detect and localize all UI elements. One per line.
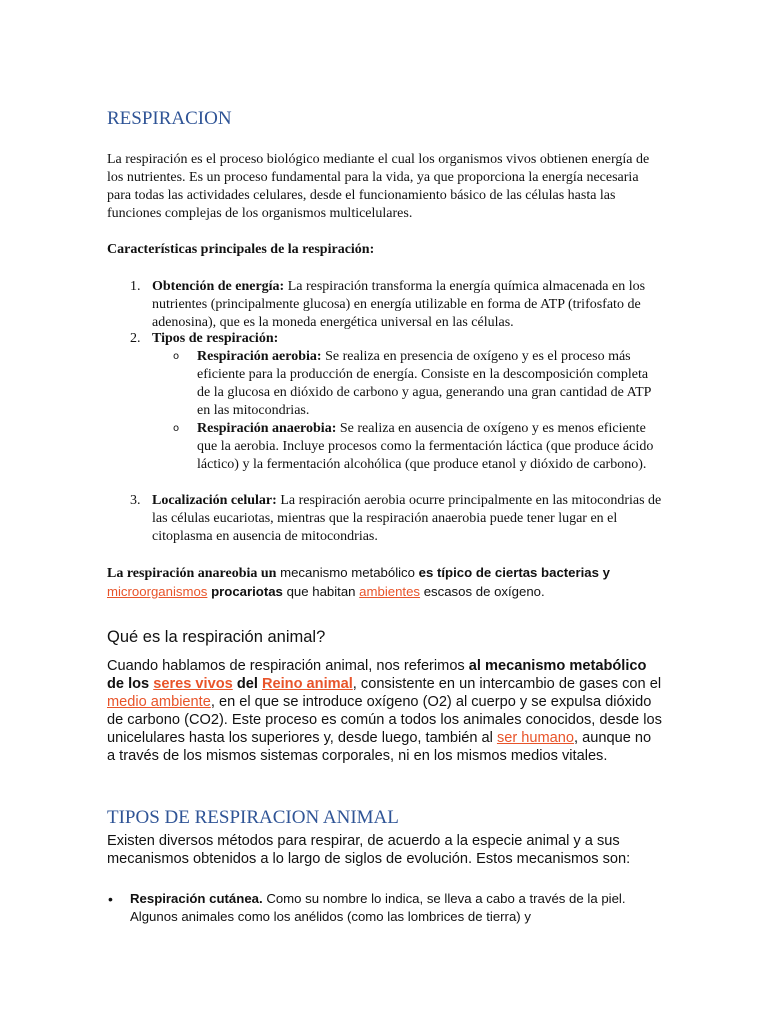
animal-respiration-heading: Qué es la respiración animal? bbox=[107, 628, 326, 646]
sublist-item-text: Se realiza en ausencia de oxígeno y es menos eficiente que la aerobia. Incluye procesos como la fermentación láctica (que produce ácido láctico) y la fermentación alcohólica (que produce etanol y dióxido de carbono). bbox=[197, 421, 654, 472]
page-title: RESPIRACION bbox=[107, 108, 232, 129]
sublist-item-text: Se realiza en presencia de oxígeno y es el proceso más eficiente para la producción de energía. Consiste en la descomposición completa de la glucosa en dióxido de carbono y agua, generando una gran cantidad de ATP en las mitocondrias. bbox=[197, 349, 651, 418]
ambientes-link[interactable]: ambientes bbox=[359, 584, 421, 599]
anaerobic-paragraph: La respiración anareobia un mecanismo metabólico es típico de ciertas bacterias y microorganismos procariotas que habitan ambientes escasos de oxígeno. bbox=[107, 565, 610, 599]
sublist-item-label: Respiración anaerobia: bbox=[197, 421, 337, 436]
types-intro: Existen diversos métodos para respirar, de acuerdo a la especie animal y a sus mecanismos obtenidos a lo largo de siglos de evolución. Estos mecanismos son: bbox=[107, 833, 631, 867]
ser-humano-link[interactable]: ser humano bbox=[496, 730, 575, 746]
list-number: 1. bbox=[130, 279, 141, 294]
types-heading: TIPOS DE RESPIRACION ANIMAL bbox=[107, 807, 399, 828]
list-item bbox=[108, 890, 670, 926]
list-number: 3. bbox=[130, 493, 141, 508]
characteristics-heading: Características principales de la respiración: bbox=[107, 242, 375, 257]
list-item bbox=[130, 492, 664, 546]
list-item-label: Localización celular: bbox=[152, 493, 277, 508]
list-item-text: La respiración aerobia ocurre principalmente en las mitocondrias de las células eucariotas, mientras que la respiración anaerobia puede tener lugar en el citoplasma en ausencia de mitocondrias. bbox=[152, 493, 662, 544]
reino-animal-link[interactable]: Reino animal bbox=[261, 676, 353, 692]
bullet-text: Como su nombre lo indica, se lleva a cabo a través de la piel. Algunos animales como los anélidos (como las lombrices de tierra) y bbox=[130, 891, 626, 924]
bullet-icon: • bbox=[108, 891, 113, 907]
animal-paragraph: Cuando hablamos de respiración animal, nos referimos al mecanismo metabólico de los seres vivos del Reino animal, consistente en un intercambio de gases con el medio ambiente, en el que se introduce oxígeno (O2) al cuerpo y se expulsa dióxido de carbono (CO2). Este proceso es común a todos los animales conocidos, desde los unicelulares hasta los superiores y, desde luego, también al ser humano, aunque no a través de los mismos sistemas corporales, ni en los mismos medios vitales. bbox=[107, 658, 662, 764]
list-item-label: Tipos de respiración: bbox=[152, 331, 279, 346]
list-item bbox=[130, 278, 664, 332]
circle-bullet-icon: o bbox=[173, 351, 180, 362]
sublist-item bbox=[173, 420, 663, 474]
microorganismos-link[interactable]: microorganismos bbox=[107, 584, 208, 599]
sublist-item-label: Respiración aerobia: bbox=[197, 349, 322, 364]
circle-bullet-icon: o bbox=[173, 423, 180, 434]
sublist-item bbox=[173, 348, 663, 420]
intro-paragraph: La respiración es el proceso biológico mediante el cual los organismos vivos obtienen energía de los nutrientes. Es un proceso fundamental para la vida, ya que proporciona la energía necesaria para todas las actividades celulares, desde el funcionamiento básico de las células hasta las funciones complejas de los organismos multicelulares. bbox=[107, 152, 650, 221]
bullet-label: Respiración cutánea. bbox=[130, 891, 263, 906]
seres-vivos-link[interactable]: seres vivos bbox=[153, 676, 233, 692]
list-item-text: La respiración transforma la energía química almacenada en los nutrientes (principalmente glucosa) en energía utilizable en forma de ATP (trifosfato de adenosina), que es la moneda energética universal en las células. bbox=[152, 279, 646, 330]
list-item bbox=[130, 330, 664, 348]
list-number: 2. bbox=[130, 331, 141, 346]
list-item-label: Obtención de energía: bbox=[152, 279, 285, 294]
medio-ambiente-link[interactable]: medio ambiente bbox=[107, 694, 211, 710]
